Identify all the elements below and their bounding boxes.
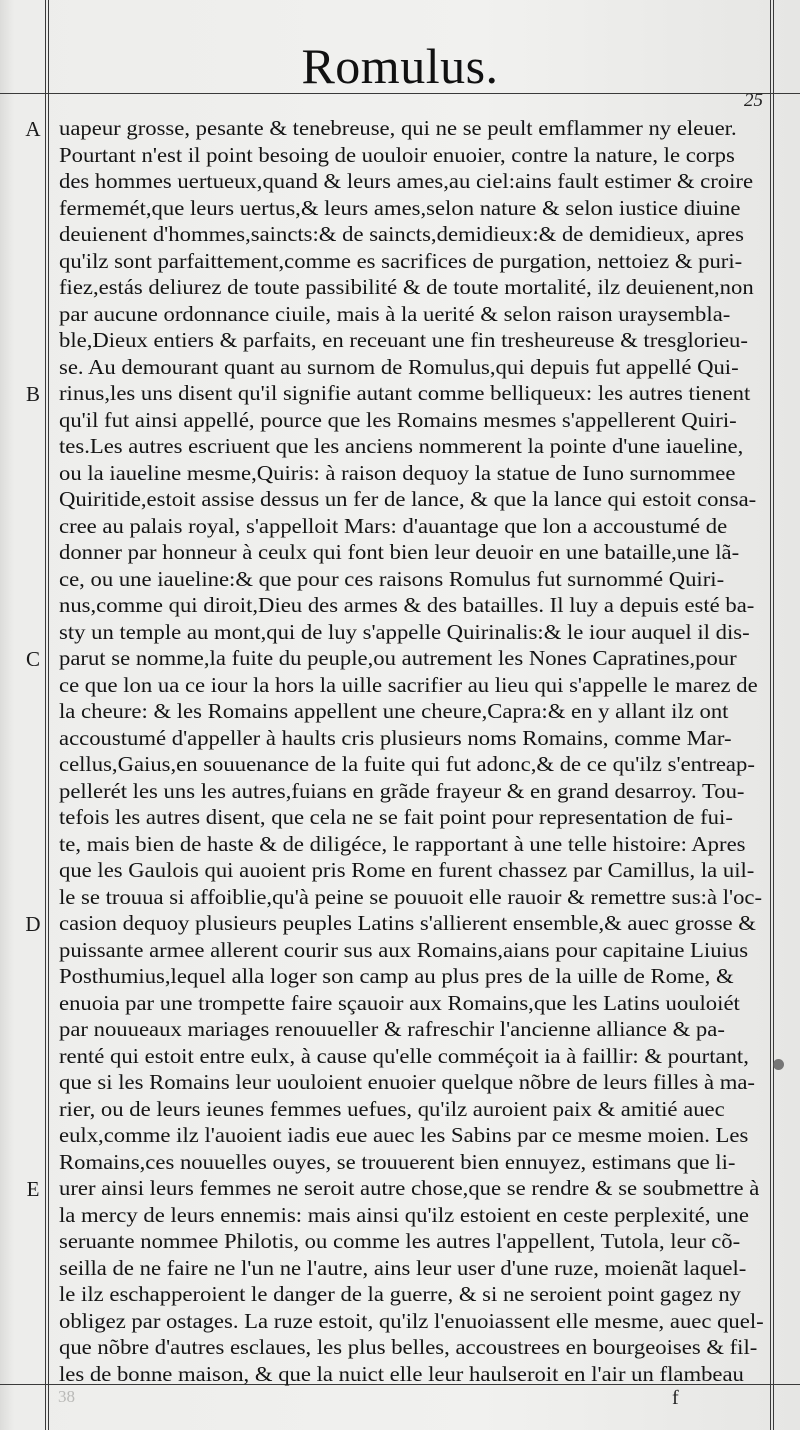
left-margin-rule (45, 0, 46, 1430)
text-line: tefois les autres disent, que cela ne se fait point pour representation de fui- (59, 805, 733, 829)
text-line: ce que lon ua ce iour la hors la uille sacrifier au lieu qui s'appelle le marez de (59, 672, 758, 697)
text-line: donner par honneur à ceulx qui font bien leur deuoir en une bataille,une lã- (59, 540, 740, 564)
text-line: cree au palais royal, s'appelloit Mars: d'auantage que lon a accoustumé de (59, 513, 728, 538)
margin-letter-a: A (25, 117, 41, 141)
text-line: accoustumé d'appeller à haults cris plusieurs noms Romains, comme Mar- (59, 725, 732, 750)
text-line: la mercy de leurs ennemis: mais ainsi qu'ilz estoient en ceste perplexité, une (59, 1202, 749, 1227)
body-text (59, 115, 767, 1387)
text-line: ce, ou une iaueline:& que pour ces raisons Romulus fut surnommé Quiri- (59, 566, 725, 591)
text-line: que nõbre d'autres esclaues, les plus belles, accoustrees en bourgeoises & fil- (59, 1335, 758, 1359)
text-line: casion dequoy plusieurs peuples Latins s'allierent ensemble,& auec grosse & (59, 911, 756, 935)
running-title: Romulus. (301, 38, 499, 94)
signature-mark: f (672, 1387, 679, 1409)
text-line: tes.Les autres escriuent que les anciens nommerent la pointe d'une iaueline, (59, 434, 744, 458)
text-line: qu'ilz sont parfaittement,comme es sacrifices de purgation, nettoiez & puri- (59, 248, 743, 273)
text-line: parut se nomme,la fuite du peuple,ou autrement les Nones Capratines,pour (59, 646, 737, 670)
text-line: te, mais bien de haste & de diligéce, le rapportant à une telle histoire: Apres (59, 831, 746, 856)
text-line: rier, ou de leurs ieunes femmes uefues, qu'ilz auroient paix & amitié auec (59, 1096, 725, 1121)
text-line: rinus,les uns disent qu'il signifie autant comme belliqueux: les autres tienent (59, 381, 751, 405)
text-line: Quiritide,estoit assise dessus un fer de lance, & que la lance qui estoit consa- (59, 487, 757, 511)
text-line: les de bonne maison, & que la nuict elle leur haulseroit en l'air un flambeau (59, 1361, 744, 1386)
text-line: seilla de ne faire ne l'un ne l'autre, ains leur user d'une ruze, moienãt laquel- (59, 1255, 747, 1280)
ink-spot (773, 1059, 784, 1070)
margin-letter-c: C (25, 647, 40, 671)
margin-letter-b: B (25, 382, 40, 406)
text-line: eulx,comme ilz l'auoient iadis eue auec les Sabins par ce mesme moien. Les (59, 1123, 749, 1147)
text-line: la cheure: & les Romains appellent une cheure,Capra:& en y allant ilz ont (59, 699, 729, 723)
text-line: nus,comme qui diroit,Dieu des armes & des batailles. Il luy a depuis esté ba- (59, 593, 755, 617)
text-line: par aucune ordonnance ciuile, mais à la uerité & selon raison uraysembla- (59, 301, 731, 326)
text-line: enuoia par une trompette faire sçauoir aux Romains,que les Latins uouloiét (59, 990, 740, 1015)
text-line: sty un temple au mont,qui de luy s'appelle Quirinalis:& le iour auquel il dis- (59, 619, 750, 644)
text-line: Romains,ces nouuelles ouyes, se trouuerent bien ennuyez, estimans que li- (59, 1149, 736, 1174)
margin-letter-d: D (25, 912, 41, 936)
text-line: ou la iaueline mesme,Quiris: à raison dequoy la statue de Iuno surnommee (59, 460, 736, 485)
text-line: puissante armee allerent courir sus aux Romains,aians pour capitaine Liuius (59, 937, 749, 962)
text-line: renté qui estoit entre eulx, à cause qu'elle comméçoit ia à faillir: & pourtant, (59, 1043, 749, 1068)
text-line: seruante nommee Philotis, ou comme les autres l'appellent, Tutola, leur cõ- (59, 1229, 741, 1253)
left-margin-rule-inner (48, 0, 49, 1430)
text-line: cellus,Gaius,en souuenance de la fuite qui fut adonc,& de ce qu'ilz s'entreap- (59, 752, 755, 776)
text-line: que si les Romains leur uouloient enuoier quelque nõbre de leurs filles à ma- (59, 1070, 755, 1094)
page-number: 25 (744, 90, 763, 111)
text-line: le se trouua si affoiblie,qu'à peine se pouuoit elle rauoir & remettre sus:à l'oc- (59, 884, 763, 909)
text-line: par nouueaux mariages renouueller & rafreschir l'ancienne alliance & pa- (59, 1017, 725, 1041)
text-line: Posthumius,lequel alla loger son camp au plus pres de la uille de Rome, & (59, 964, 734, 988)
margin-letter-e: E (26, 1177, 40, 1201)
text-line: ble,Dieux entiers & parfaits, en receuant une fin tresheureuse & tresglorieu- (59, 328, 748, 352)
text-line: uapeur grosse, pesante & tenebreuse, qui ne se peult emflammer ny eleuer. (59, 116, 737, 140)
text-line: pellerét les uns les autres,fuians en grãde frayeur & en grand desarroy. Tou- (59, 778, 745, 803)
text-line: deuienent d'hommes,saincts:& de saincts,demidieux:& de demidieux, apres (59, 222, 744, 246)
text-line: fiez,estás deliurez de toute passibilité & de toute mortalité, ilz deuienent,non (59, 275, 754, 299)
text-line: fermemét,que leurs uertus,& leurs ames,selon nature & selon iustice diuine (59, 195, 741, 220)
text-line: se. Au demourant quant au surnom de Romulus,qui depuis fut appellé Qui- (59, 354, 739, 379)
faint-page-mark: 38 (58, 1387, 75, 1406)
text-line: Pourtant n'est il point besoing de uouloir enuoier, contre la nature, le corps (59, 142, 735, 167)
text-line: qu'il fut ainsi appellé, pource que les Romains mesmes s'appellerent Quiri- (59, 407, 737, 432)
text-line: urer ainsi leurs femmes ne seroit autre chose,que se rendre & se soubmettre à (59, 1176, 760, 1200)
text-line: que les Gaulois qui auoient pris Rome en furent chassez par Camillus, la uil- (59, 858, 755, 882)
text-line: des hommes uertueux,quand & leurs ames,au ciel:ains fault estimer & croire (59, 169, 754, 193)
text-line: le ilz eschapperoient le danger de la guerre, & si ne seroient point gagez ny (59, 1282, 742, 1306)
text-line: obligez par ostages. La ruze estoit, qu'ilz l'enuoiassent elle mesme, auec quel- (59, 1308, 764, 1333)
